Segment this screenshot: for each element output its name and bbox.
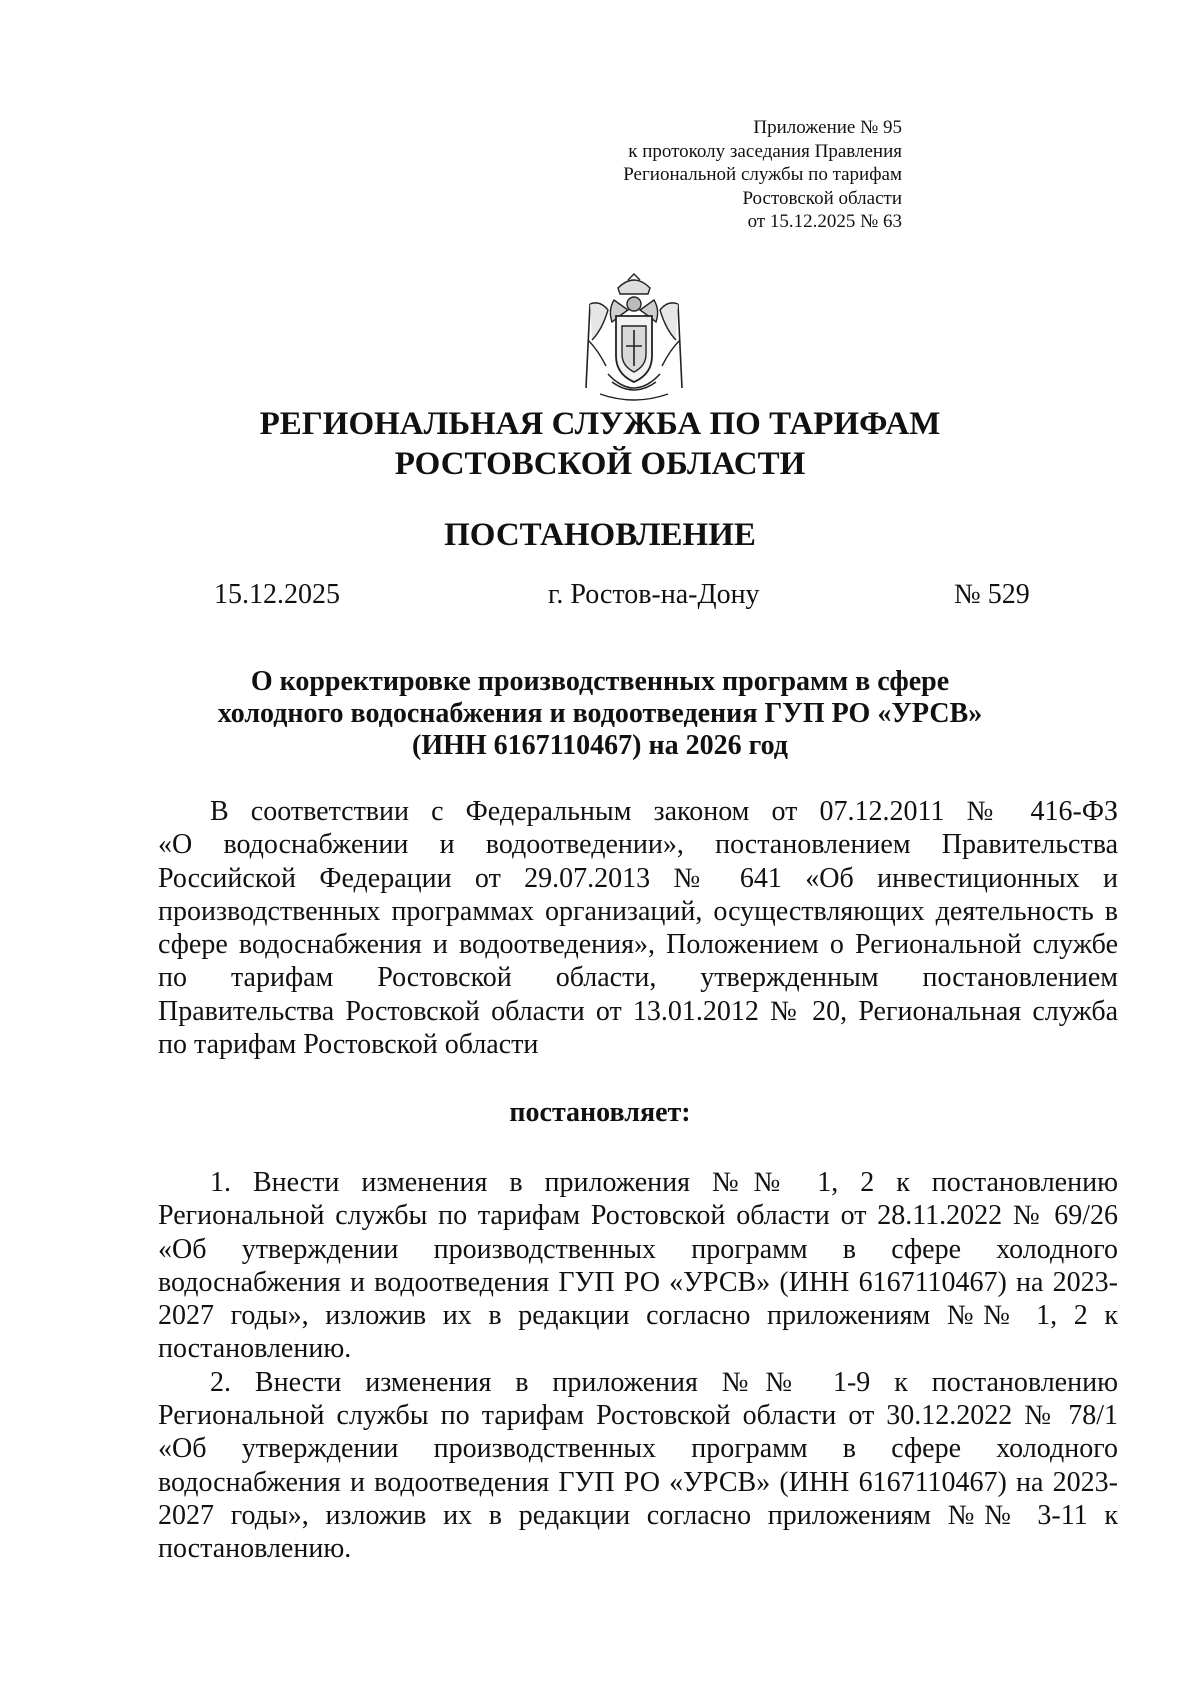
- text-line: 2. Внести изменения в приложения №№ 1-9 к постановлению: [210, 1366, 1118, 1398]
- text-line: водоснабжения и водоотведения ГУП РО «УРСВ» (ИНН 6167110467) на 2023-: [158, 1466, 1118, 1498]
- text-line: Региональной службы по тарифам Ростовской области от 30.12.2022 № 78/1: [158, 1400, 1118, 1432]
- document-type: ПОСТАНОВЛЕНИЕ: [444, 517, 756, 553]
- text-line: 1. Внести изменения в приложения №№ 1, 2 к постановлению: [210, 1167, 1118, 1198]
- text-line: «Об утверждении производственных программ в сфере холодного: [158, 1433, 1118, 1465]
- text-line: по тарифам Ростовской области, утвержденным постановлением: [158, 962, 1118, 994]
- text-line: Правительства Ростовской области от 13.01.2012 № 20, Региональная служба: [158, 995, 1118, 1027]
- org-line: РЕГИОНАЛЬНАЯ СЛУЖБА ПО ТАРИФАМ: [259, 406, 941, 442]
- decree-word: постановляет:: [509, 1097, 691, 1128]
- text-line: В соответствии с Федеральным законом от 07.12.2011 № 416-ФЗ: [210, 796, 1118, 827]
- text-line: 2027 годы», изложив их в редакции согласно приложениям №№ 3-11 к: [158, 1499, 1118, 1531]
- document-date: 15.12.2025: [214, 579, 340, 610]
- text-line: водоснабжения и водоотведения ГУП РО «УРСВ» (ИНН 6167110467) на 2023-: [158, 1266, 1118, 1298]
- text-line: «Об утверждении производственных программ в сфере холодного: [158, 1233, 1118, 1265]
- text-line: 2027 годы», изложив их в редакции согласно приложениям №№ 1, 2 к: [158, 1300, 1118, 1332]
- text-line: «О водоснабжении и водоотведении», постановлением Правительства: [158, 829, 1118, 861]
- text-line: постановлению.: [158, 1533, 352, 1565]
- document-subject: [0, 666, 1200, 762]
- text-line: по тарифам Ростовской области: [158, 1029, 539, 1061]
- appendix-line: Региональной службы по тарифам: [623, 164, 902, 185]
- text-line: сфере водоснабжения и водоотведения», Положением о Региональной службе: [158, 929, 1118, 961]
- appendix-note: [623, 116, 902, 234]
- text-line: Региональной службы по тарифам Ростовской области от 28.11.2022 № 69/26: [158, 1200, 1118, 1232]
- document-number: № 529: [954, 579, 1030, 610]
- org-line: РОСТОВСКОЙ ОБЛАСТИ: [394, 446, 806, 482]
- coat-of-arms-icon: [578, 270, 690, 408]
- appendix-line: Приложение № 95: [753, 117, 902, 138]
- document-city: г. Ростов-на-Дону: [548, 579, 760, 610]
- subject-line: холодного водоснабжения и водоотведения ГУП РО «УРСВ»: [217, 698, 983, 729]
- preamble-paragraph: [158, 795, 1118, 1061]
- appendix-line: от 15.12.2025 № 63: [747, 211, 902, 232]
- text-line: Российской Федерации от 29.07.2013 № 641 «Об инвестиционных и: [158, 862, 1118, 894]
- appendix-line: к протоколу заседания Правления: [628, 140, 902, 162]
- subject-line: О корректировке производственных программ в сфере: [250, 666, 950, 697]
- text-line: производственных программах организаций, осуществляющих деятельность в: [158, 895, 1118, 927]
- text-line: постановлению.: [158, 1333, 352, 1365]
- organization-name: [0, 404, 1200, 484]
- subject-line: (ИНН 6167110467) на 2026 год: [412, 730, 788, 761]
- appendix-line: Ростовской области: [742, 187, 902, 209]
- decree-items: [158, 1166, 1118, 1566]
